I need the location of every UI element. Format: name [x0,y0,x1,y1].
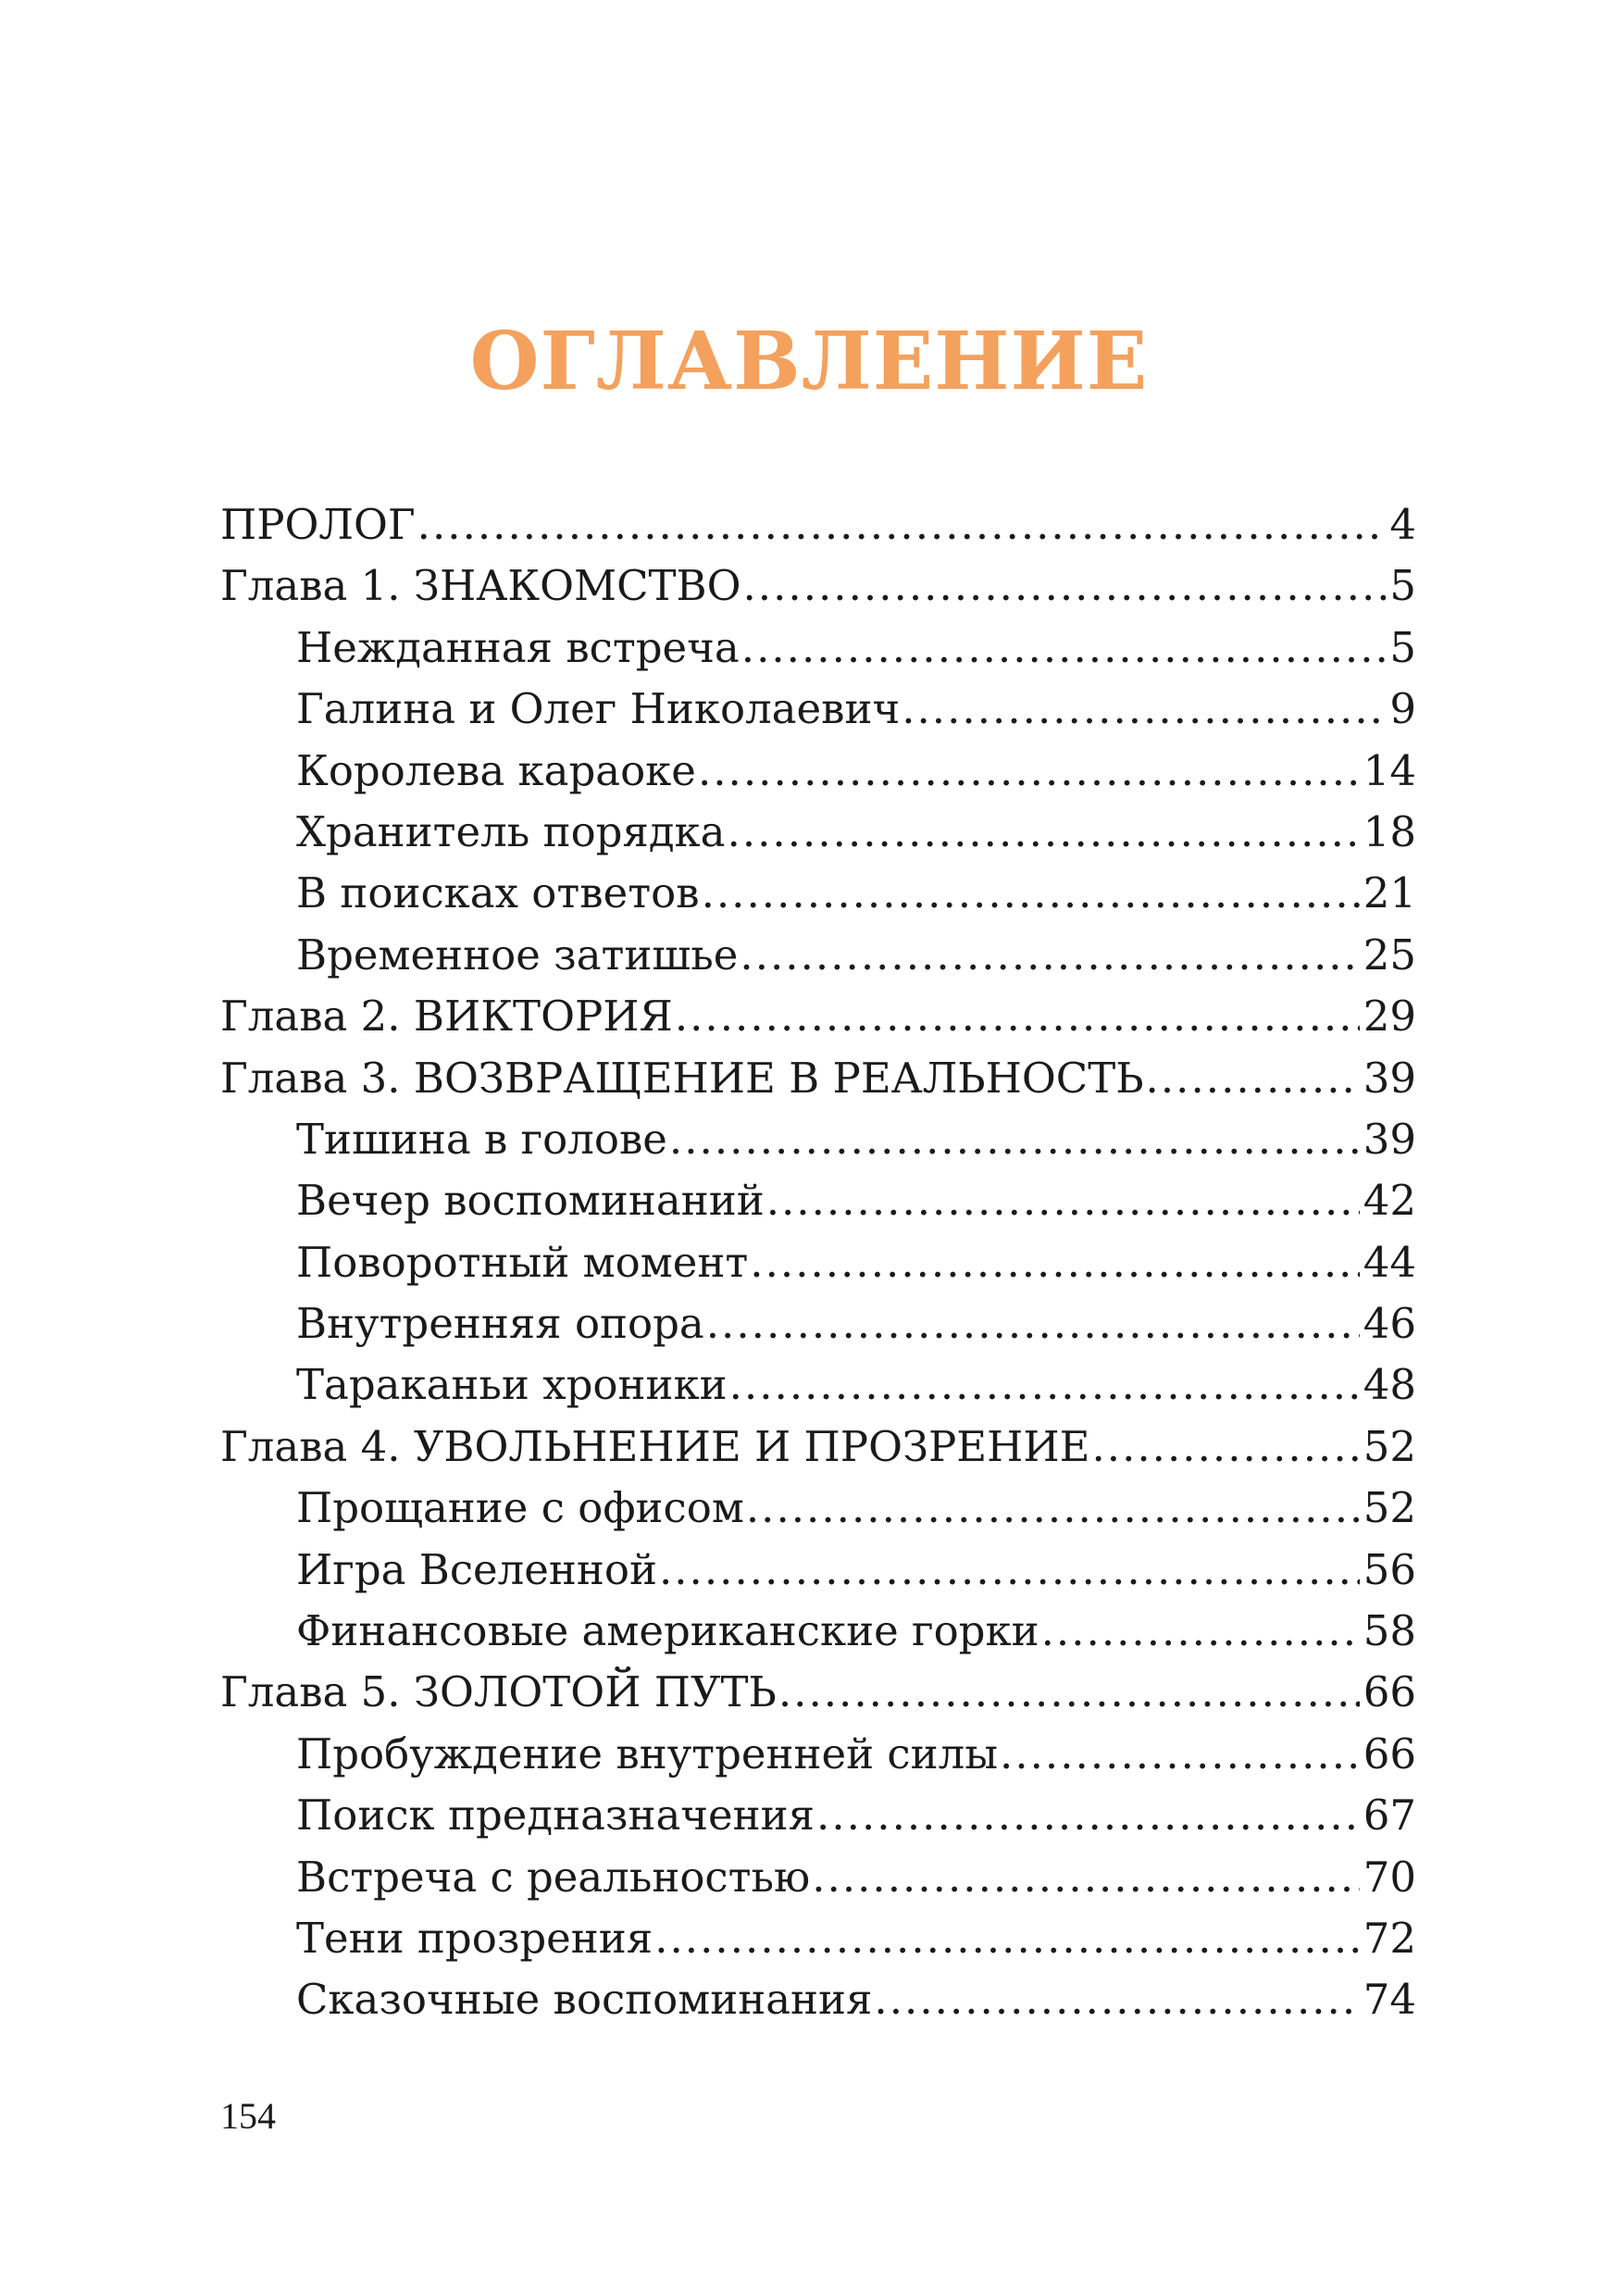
dot-leader [741,618,1387,679]
dot-leader [1146,1048,1360,1109]
toc-entry-label: Временное затишье [296,930,739,980]
dot-leader [1091,1416,1359,1478]
dot-leader [766,1170,1360,1231]
toc-entry-label: Глава 5. ЗОЛОТОЙ ПУТЬ [220,1667,777,1717]
toc-entry-page-number: 4 [1389,500,1416,549]
dot-leader [728,802,1360,863]
toc-section-entry[interactable] [220,741,1416,802]
dot-leader [706,1293,1360,1354]
toc-chapter-entry[interactable] [220,1048,1416,1109]
dot-leader [742,555,1386,617]
toc-entry-label: ПРОЛОГ [220,500,416,549]
toc-section-entry[interactable] [220,1724,1416,1785]
toc-section-entry[interactable] [220,618,1416,679]
toc-entry-page-number: 74 [1363,1975,1416,2025]
toc-entry-page-number: 66 [1363,1667,1416,1717]
toc-entry-label: Тени прозрения [296,1913,653,1963]
toc-entry-page-number: 29 [1363,992,1416,1042]
toc-chapter-entry[interactable] [220,986,1416,1047]
dot-leader [746,1478,1360,1539]
toc-entry-label: В поисках ответов [296,868,700,918]
dot-leader [659,1540,1360,1601]
toc-section-entry[interactable] [220,1478,1416,1539]
toc-entry-page-number: 52 [1363,1483,1416,1533]
dot-leader [750,1232,1359,1293]
toc-chapter-entry[interactable] [220,494,1416,555]
toc-section-entry[interactable] [220,925,1416,986]
dot-leader [812,1847,1360,1908]
toc-entry-label: Игра Вселенной [296,1544,657,1594]
toc-entry-page-number: 56 [1363,1544,1416,1594]
dot-leader [1000,1724,1360,1785]
toc-entry-label: Тишина в голове [296,1114,667,1164]
toc-entry-label: Глава 4. УВОЛЬНЕНИЕ И ПРОЗРЕНИЕ [220,1421,1090,1471]
dot-leader [669,1109,1360,1170]
toc-entry-page-number: 58 [1363,1606,1416,1656]
toc-entry-page-number: 5 [1389,622,1416,672]
toc-section-entry[interactable] [220,1354,1416,1416]
toc-section-entry[interactable] [220,1170,1416,1231]
dot-leader [778,1662,1360,1723]
dot-leader [1041,1601,1360,1662]
toc-entry-label: Вечер воспоминаний [296,1176,765,1226]
toc-section-entry[interactable] [220,1540,1416,1601]
toc-entry-label: Внутренняя опора [296,1299,704,1349]
toc-section-entry[interactable] [220,863,1416,924]
toc-section-entry[interactable] [220,802,1416,863]
dot-leader [874,1969,1359,2030]
toc-entry-label: Королева караоке [296,745,696,795]
toc-entry-page-number: 42 [1363,1176,1416,1226]
toc-entry-label: Глава 1. ЗНАКОМСТВО [220,561,741,611]
toc-entry-label: Галина и Олег Николаевич [296,684,901,734]
toc-section-entry[interactable] [220,1847,1416,1908]
toc-entry-page-number: 5 [1389,561,1416,611]
toc-entry-page-number: 48 [1363,1360,1416,1410]
toc-chapter-entry[interactable] [220,1662,1416,1723]
toc-entry-label: Встреча с реальностью [296,1852,811,1902]
toc-entry-page-number: 72 [1363,1913,1416,1963]
toc-entry-page-number: 39 [1363,1114,1416,1164]
toc-section-entry[interactable] [220,1601,1416,1662]
toc-entry-label: Пробуждение внутренней силы [296,1728,999,1778]
toc-entry-page-number: 52 [1363,1421,1416,1471]
toc-entry-page-number: 44 [1363,1237,1416,1287]
toc-entry-page-number: 46 [1363,1299,1416,1349]
dot-leader [417,494,1387,555]
toc-entry-page-number: 21 [1363,868,1416,918]
toc-entry-page-number: 18 [1363,806,1416,856]
toc-entry-label: Сказочные воспоминания [296,1975,873,2025]
dot-leader [740,925,1359,986]
toc-entry-page-number: 25 [1363,930,1416,980]
toc-entry-page-number: 14 [1363,745,1416,795]
toc-entry-label: Глава 2. ВИКТОРИЯ [220,992,673,1042]
toc-section-entry[interactable] [220,1908,1416,1969]
toc-entry-page-number: 39 [1363,1053,1416,1103]
toc-entry-page-number: 9 [1389,684,1416,734]
dot-leader [729,1354,1360,1416]
toc-entry-label: Хранитель порядка [296,806,726,856]
dot-leader [702,863,1360,924]
toc-section-entry[interactable] [220,1232,1416,1293]
toc-section-entry[interactable] [220,1293,1416,1354]
toc-chapter-entry[interactable] [220,555,1416,617]
toc-section-entry[interactable] [220,1109,1416,1170]
page-title: ОГЛАВЛЕНИЕ [469,315,1149,408]
toc-section-entry[interactable] [220,1969,1416,2030]
toc-entry-label: Поиск предназначения [296,1791,815,1841]
dot-leader [675,986,1360,1047]
toc-section-entry[interactable] [220,679,1416,740]
toc-section-entry[interactable] [220,1785,1416,1846]
toc-entry-page-number: 67 [1363,1791,1416,1841]
dot-leader [654,1908,1360,1969]
toc-entry-label: Тараканьи хроники [296,1360,728,1410]
dot-leader [816,1785,1360,1846]
toc-entry-label: Нежданная встреча [296,622,740,672]
toc-entry-page-number: 66 [1363,1728,1416,1778]
toc-chapter-entry[interactable] [220,1416,1416,1478]
toc-entry-label: Прощание с офисом [296,1483,744,1533]
toc-entry-label: Поворотный момент [296,1237,749,1287]
dot-leader [902,679,1386,740]
toc-entry-label: Финансовые американские горки [296,1606,1039,1656]
dot-leader [698,741,1360,802]
table-of-contents [220,494,1416,2031]
page-number: 154 [220,2095,276,2137]
toc-entry-page-number: 70 [1363,1852,1416,1902]
toc-entry-label: Глава 3. ВОЗВРАЩЕНИЕ В РЕАЛЬНОСТЬ [220,1053,1144,1103]
